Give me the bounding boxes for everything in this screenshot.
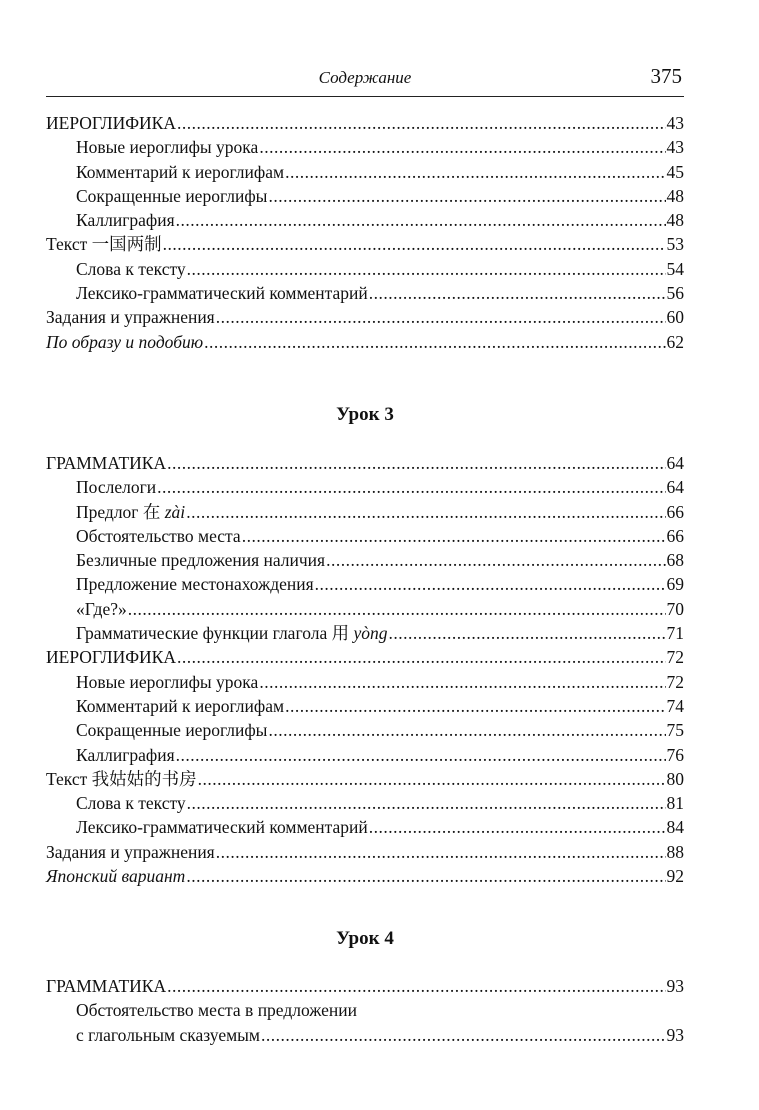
toc-entry-label: Сокращенные иероглифы [76, 185, 268, 206]
leader-dots [167, 974, 665, 998]
pinyin-text: zài [164, 501, 186, 522]
toc-entry [46, 572, 684, 596]
leader-dots [369, 281, 666, 305]
toc-entry [46, 670, 684, 694]
toc-entry-page: 80 [666, 768, 684, 789]
toc-entry [46, 621, 684, 645]
toc-entry-page: 72 [666, 671, 684, 692]
lesson-4-heading: Урок 4 [336, 928, 394, 949]
leader-dots [177, 645, 666, 669]
leader-dots [242, 524, 666, 548]
toc-entry-page: 45 [666, 161, 684, 182]
toc-entry-page: 92 [666, 866, 684, 887]
toc-section-previous [46, 111, 684, 354]
toc-entry-page: 72 [666, 647, 684, 668]
leader-dots [187, 791, 666, 815]
leader-dots [268, 184, 665, 208]
toc-section-lesson-3 [46, 451, 684, 888]
toc-entry [46, 500, 684, 524]
leader-dots [369, 815, 666, 839]
toc-entry [46, 974, 684, 998]
toc-entry [46, 791, 684, 815]
toc-entry-label: Новые иероглифы урока [76, 671, 259, 692]
toc-entry-label: Лексико-грамматический комментарий [76, 283, 368, 304]
leader-dots [198, 767, 666, 791]
toc-entry-label [76, 621, 388, 645]
toc-entry-page: 54 [666, 258, 684, 279]
toc-entry-page: 60 [666, 307, 684, 328]
toc-entry-page: 69 [666, 574, 684, 595]
toc-entry-label: Слова к тексту [76, 258, 186, 279]
leader-dots [261, 1023, 666, 1047]
leader-dots [315, 572, 666, 596]
toc-entry [46, 111, 684, 135]
toc-entry [46, 548, 684, 572]
toc-entry-page: 71 [666, 623, 684, 644]
leader-dots [285, 160, 665, 184]
toc-entry-label: Задания и упражнения [46, 841, 215, 862]
toc-entry-label: Задания и упражнения [46, 307, 215, 328]
leader-dots [157, 475, 665, 499]
toc-entry-label: Японский вариант [46, 866, 186, 887]
toc-entry [46, 864, 684, 888]
toc-entry-page: 48 [666, 210, 684, 231]
leader-dots [216, 840, 666, 864]
toc-entry-label: ИЕРОГЛИФИКА [46, 647, 176, 668]
toc-entry-page: 48 [666, 185, 684, 206]
toc-entry-page: 68 [666, 550, 684, 571]
toc-entry-page: 64 [666, 477, 684, 498]
toc-entry-label: Сокращенные иероглифы [76, 720, 268, 741]
toc-entry [46, 135, 684, 159]
leader-dots [268, 718, 665, 742]
toc-entry-label: Каллиграфия [76, 210, 175, 231]
toc-entry-label: Слова к тексту [76, 793, 186, 814]
toc-entry-page: 93 [666, 976, 684, 996]
leader-dots [285, 694, 665, 718]
toc-entry-label: Предложение местонахождения [76, 574, 314, 595]
leader-dots [163, 232, 666, 256]
pinyin-text: yòng [353, 623, 388, 644]
leader-dots [216, 305, 666, 329]
running-header [46, 62, 684, 97]
leader-dots [176, 208, 666, 232]
toc-entry [46, 645, 684, 669]
toc-entry [46, 451, 684, 475]
toc-entry-label: Обстоятельство места [76, 525, 241, 546]
leader-dots [186, 864, 665, 888]
toc-entry-page: 81 [666, 793, 684, 814]
toc-entry-label: Комментарий к иероглифам [76, 695, 285, 716]
toc-entry [46, 694, 684, 718]
leader-dots [187, 257, 666, 281]
toc-entry [46, 815, 684, 839]
toc-entry [46, 840, 684, 864]
running-header-title: Содержание [318, 68, 412, 87]
toc-entry [46, 475, 684, 499]
toc-entry-page: 76 [666, 744, 684, 765]
lesson-3-heading: Урок 3 [336, 404, 394, 425]
toc-entry-label: По образу и подобию [46, 331, 204, 352]
leader-dots [326, 548, 665, 572]
leader-dots [128, 597, 666, 621]
toc-entry-label: Каллиграфия [76, 744, 175, 765]
toc-entry-label: ГРАММАТИКА [46, 976, 167, 996]
toc-entry-page: 64 [666, 453, 684, 473]
toc-entry-label-text: Грамматические функции глагола 用 [76, 623, 354, 644]
toc-entry-label: Безличные предложения наличия [76, 550, 326, 571]
toc-entry-label: Новые иероглифы урока [76, 137, 259, 158]
toc-entry-page: 84 [666, 817, 684, 838]
toc-entry [46, 718, 684, 742]
toc-entry-page: 88 [666, 841, 684, 862]
toc-entry [46, 208, 684, 232]
toc-entry-label-text: Предлог 在 [76, 501, 165, 522]
toc-entry [46, 305, 684, 329]
toc-entry [46, 767, 684, 791]
toc-entry-page: 75 [666, 720, 684, 741]
toc-entry-page: 56 [666, 283, 684, 304]
leader-dots [259, 670, 665, 694]
toc-entry-label: Текст 一国两制 [46, 234, 162, 255]
toc-entry [46, 281, 684, 305]
leader-dots [259, 135, 665, 159]
page-number: 375 [650, 64, 682, 88]
toc-entry-label: ИЕРОГЛИФИКА [46, 113, 176, 133]
toc-entry-page: 66 [666, 525, 684, 546]
toc-entry [46, 998, 684, 1022]
toc-entry [46, 160, 684, 184]
leader-dots [176, 743, 666, 767]
toc-entry [46, 1023, 684, 1047]
toc-entry-label: «Где?» [76, 598, 127, 619]
toc-entry-page: 43 [666, 137, 684, 158]
toc-entry-label: Текст 我姑姑的书房 [46, 768, 197, 789]
toc-entry-page: 93 [666, 1024, 684, 1045]
toc-entry [46, 232, 684, 256]
toc-section-lesson-4 [46, 974, 684, 1047]
toc-entry-page: 70 [666, 598, 684, 619]
toc-entry-label: Обстоятельство места в предложении [76, 1000, 358, 1021]
toc-entry-page: 62 [666, 331, 684, 352]
toc-entry-page: 53 [666, 234, 684, 255]
toc-entry-label: Комментарий к иероглифам [76, 161, 285, 182]
toc-entry-page: 74 [666, 695, 684, 716]
leader-dots [177, 111, 666, 135]
leader-dots [389, 621, 666, 645]
toc-entry [46, 743, 684, 767]
toc-entry-label: с глагольным сказуемым [76, 1024, 260, 1045]
toc-entry [46, 330, 684, 354]
toc-entry-label: ГРАММАТИКА [46, 453, 167, 473]
toc-entry-page: 66 [666, 501, 684, 522]
toc-entry [46, 597, 684, 621]
toc-entry [46, 524, 684, 548]
toc-entry-page: 43 [666, 113, 684, 133]
toc-entry-label: Лексико-грамматический комментарий [76, 817, 368, 838]
toc-entry [46, 257, 684, 281]
toc-entry-label [76, 500, 185, 524]
toc-entry [46, 184, 684, 208]
leader-dots [167, 451, 665, 475]
leader-dots [186, 500, 665, 524]
toc-entry-label: Послелоги [76, 477, 157, 498]
leader-dots [204, 330, 665, 354]
